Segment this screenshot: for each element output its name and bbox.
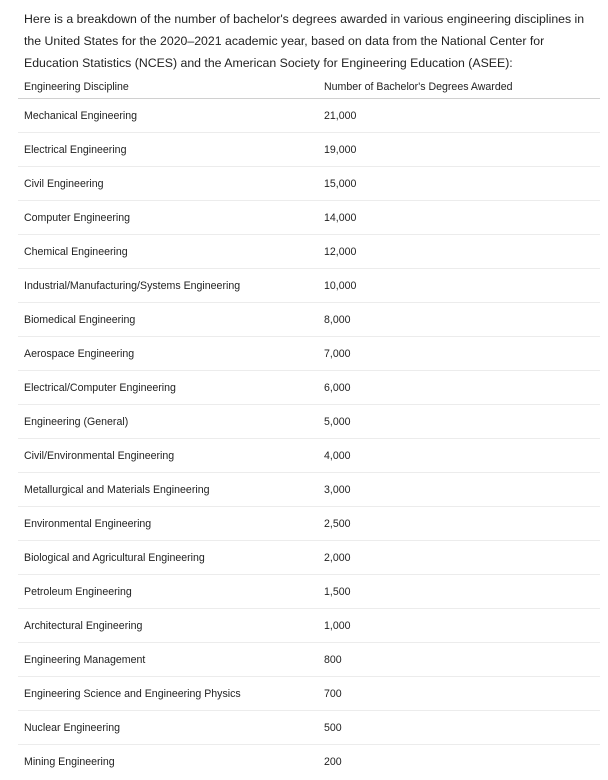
degrees-cell: 12,000 <box>318 235 600 269</box>
table-row <box>18 677 600 711</box>
degrees-cell: 21,000 <box>318 99 600 133</box>
table-row <box>18 609 600 643</box>
degrees-cell: 8,000 <box>318 303 600 337</box>
discipline-cell: Engineering Science and Engineering Physics <box>18 677 318 711</box>
degrees-cell: 19,000 <box>318 133 600 167</box>
table-row <box>18 235 600 269</box>
table-row <box>18 745 600 779</box>
discipline-cell: Biomedical Engineering <box>18 303 318 337</box>
degrees-cell: 200 <box>324 755 342 768</box>
degrees-cell: 14,000 <box>318 201 600 235</box>
degrees-cell: 2,000 <box>318 541 600 575</box>
discipline-cell: Industrial/Manufacturing/Systems Engineering <box>18 269 318 303</box>
degrees-cell: 6,000 <box>318 371 600 405</box>
discipline-cell: Aerospace Engineering <box>18 337 318 371</box>
table-header-row <box>18 76 600 99</box>
table-row <box>18 371 600 405</box>
degrees-cell: 5,000 <box>318 405 600 439</box>
discipline-cell: Environmental Engineering <box>18 507 318 541</box>
discipline-cell: Architectural Engineering <box>18 609 318 643</box>
table-row <box>18 99 600 133</box>
discipline-cell: Mining Engineering <box>24 755 115 768</box>
table-row <box>18 643 600 677</box>
discipline-cell: Civil/Environmental Engineering <box>18 439 318 473</box>
discipline-cell: Metallurgical and Materials Engineering <box>18 473 318 507</box>
discipline-cell: Mechanical Engineering <box>18 99 318 133</box>
table-row <box>18 575 600 609</box>
discipline-cell: Engineering Management <box>18 643 318 677</box>
degrees-cell: 800 <box>318 643 600 677</box>
discipline-cell: Computer Engineering <box>18 201 318 235</box>
table-row <box>18 541 600 575</box>
degrees-cell: 7,000 <box>318 337 600 371</box>
table-row <box>18 133 600 167</box>
degrees-cell: 1,000 <box>318 609 600 643</box>
degrees-cell: 1,500 <box>318 575 600 609</box>
table-row <box>18 201 600 235</box>
degrees-cell: 4,000 <box>318 439 600 473</box>
discipline-cell: Electrical/Computer Engineering <box>18 371 318 405</box>
degrees-cell: 700 <box>318 677 600 711</box>
table-row <box>18 269 600 303</box>
table-row <box>18 473 600 507</box>
discipline-cell: Petroleum Engineering <box>18 575 318 609</box>
discipline-cell: Chemical Engineering <box>18 235 318 269</box>
table-row <box>18 303 600 337</box>
discipline-cell: Biological and Agricultural Engineering <box>18 541 318 575</box>
header-degrees: Number of Bachelor's Degrees Awarded <box>318 76 600 99</box>
discipline-cell: Civil Engineering <box>18 167 318 201</box>
degrees-cell: 2,500 <box>318 507 600 541</box>
table-row <box>18 405 600 439</box>
discipline-cell: Electrical Engineering <box>18 133 318 167</box>
table-row <box>18 711 600 745</box>
degrees-cell: 10,000 <box>318 269 600 303</box>
table-row <box>18 507 600 541</box>
intro-paragraph: Here is a breakdown of the number of bachelor's degrees awarded in various engineering disciplines in the United States for the 2020–2021 academic year, based on data from the National Center for Education Statistics (NCES) and the American Society for Engineering Education (ASEE): <box>24 12 585 70</box>
discipline-cell: Nuclear Engineering <box>18 711 318 745</box>
degrees-table <box>18 76 600 778</box>
discipline-cell: Engineering (General) <box>18 405 318 439</box>
table-row <box>18 439 600 473</box>
header-discipline: Engineering Discipline <box>18 76 318 99</box>
degrees-cell: 15,000 <box>318 167 600 201</box>
table-row <box>18 337 600 371</box>
table-row <box>18 167 600 201</box>
degrees-cell: 500 <box>318 711 600 745</box>
degrees-cell: 3,000 <box>318 473 600 507</box>
